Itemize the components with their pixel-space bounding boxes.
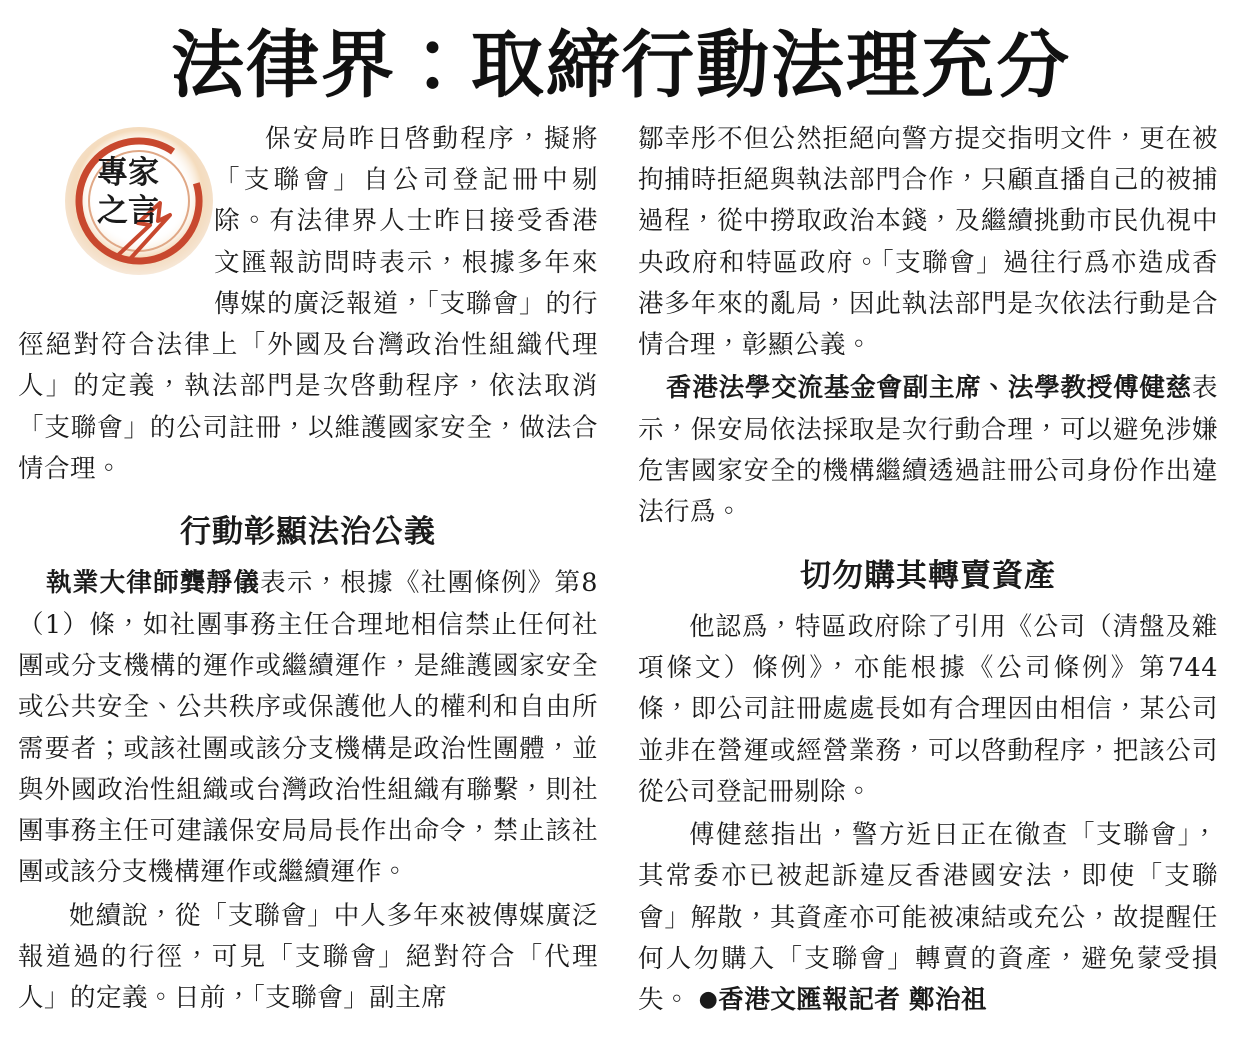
left-paragraph-1: 保安局昨日啓動程序，擬將「支聯會」自公司登記冊中剔除。有法律界人士昨日接受香港文匯報訪問時表示，根據多年來傳媒的廣泛報道，「支聯會」的行徑絕對符合法律上「外國及台灣政治性組織代理人」的定義，執法部門是次啓動程序，依法取消「支聯會」的公司註冊，以維護國家安全，做法合情合理。 [18,123,598,485]
right-paragraph-3: 他認爲，特區政府除了引用《公司（清盤及雜項條文）條例》，亦能根據《公司條例》第744條，即公司註冊處處長如有合理因由相信，某公司並非在營運或經營業務，可以啓動程序，把該公司從公司登記冊剔除。 [638,611,1218,807]
seal-line2: 之言 [97,192,159,229]
right-paragraph-2-rest: 表示，保安局依法採取是次行動合理，可以避免涉嫌危害國家安全的機構繼續透過註冊公司身份作出違法行爲。 [638,373,1218,528]
left-paragraph-2-rest: 表示，根據《社團條例》第8（1）條，如社團事務主任合理地相信禁止任何社團或分支機構的運作或繼續運作，是維護國家安全或公共安全、公共秩序或保護他人的權利和自由所需要者；或該社團或該分支機構是政治性團體，並與外國政治性組織或台灣政治性組織有聯繫，則社團事務主任可建議保安局局長作出命令，禁止該社團或該分支機構運作或繼續運作。 [18,568,598,888]
right-paragraph-4 [638,815,1218,1021]
right-subheading: 切勿購其轉賣資產 [800,557,1056,594]
left-paragraph-2-lead: 執業大律師龔靜儀 [46,568,261,599]
right-column [638,119,1218,1024]
seal-line1: 專家 [97,154,159,191]
byline [690,985,987,1015]
left-paragraph-2 [18,563,598,893]
right-paragraph-2-lead: 香港法學交流基金會副主席、法學教授傅健慈 [666,373,1192,404]
left-subheading: 行動彰顯法治公義 [180,514,436,551]
bullet-glyph: ● [698,987,719,1013]
newspaper-article-page [0,23,1242,1041]
left-column [18,119,598,1022]
expert-opinion-seal [58,125,220,287]
right-paragraph-4-text: 傅健慈指出，警方近日正在徹查「支聯會」，其常委亦已被起訴違反香港國安法，即使「支聯會」解散，其資產亦可能被凍結或充公，故提醒任何人勿購入「支聯會」轉賣的資產，避免蒙受損失。 [638,820,1218,1016]
page-title: 法律界：取締行動法理充分 [171,23,1071,108]
right-paragraph-2 [638,368,1218,533]
right-paragraph-1: 鄒幸彤不但公然拒絕向警方提交指明文件，更在被拘捕時拒絕與執法部門合作，只顧直播自己的被捕過程，從中撈取政治本錢，及繼續挑動市民仇視中央政府和特區政府。「支聯會」過往行爲亦造成香港多年來的亂局，因此執法部門是次依法行動是合情合理，彰顯公義。 [638,123,1218,361]
byline-reporter-name: 鄭治祖 [908,985,987,1016]
article-columns [18,119,1224,1024]
left-paragraph-3: 她續說，從「支聯會」中人多年來被傳媒廣泛報道過的行徑，可見「支聯會」絕對符合「代理人」的定義。日前，「支聯會」副主席 [18,900,598,1014]
byline-source: 香港文匯報記者 [718,985,901,1016]
